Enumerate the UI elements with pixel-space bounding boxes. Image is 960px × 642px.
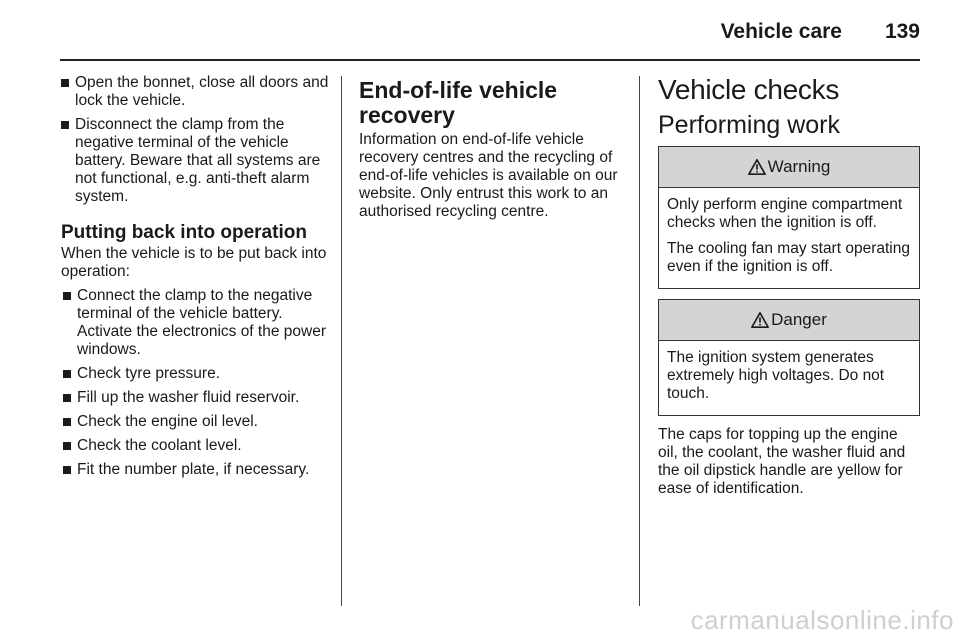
list-item: Check the engine oil level. [63,413,329,431]
page-section-title: Vehicle care [720,20,842,43]
danger-label: Danger [771,310,827,329]
warning-paragraph: The cooling fan may start operating even if the ignition is off. [667,240,910,275]
watermark: carmanualsonline.info [690,605,954,635]
end-of-life-heading: End-of-life vehicle recovery [359,77,558,128]
square-bullet-icon [63,370,71,378]
square-bullet-icon [61,121,69,129]
list-item: Connect the clamp to the negative terminal of the vehicle battery. Activate the electronics of the power windows. [63,287,329,359]
square-bullet-icon [63,466,71,474]
header-divider [60,59,920,61]
list-item: Open the bonnet, close all doors and lock the vehicle. [61,74,329,110]
warning-triangle-icon [748,158,766,176]
warning-paragraph: Only perform engine compartment checks when the ignition is off. [667,196,903,231]
square-bullet-icon [63,442,71,450]
danger-body [659,341,919,415]
column-1 [61,74,329,485]
warning-label: Warning [767,157,831,176]
end-of-life-body: Information on end-of-life vehicle recovery centres and the recycling of end-of-life vehicles is available on our website. Only entrust this work to an authorised recycling centre. [359,131,618,220]
section-heading: Putting back into operation [61,222,307,243]
section-intro: When the vehicle is to be put back into operation: [61,245,327,280]
list-item: Check tyre pressure. [63,365,329,383]
column-2 [359,74,627,227]
warning-body [659,188,919,288]
danger-header [659,300,919,341]
column-divider-2 [639,76,640,606]
list-item: Fill up the washer fluid reservoir. [63,389,329,407]
list-item: Disconnect the clamp from the negative terminal of the vehicle battery. Beware that all systems are not functional, e.g. anti-theft alarm system. [61,116,329,206]
danger-box [658,299,920,416]
square-bullet-icon [63,394,71,402]
performing-work-heading: Performing work [658,111,840,139]
warning-triangle-icon [751,311,769,329]
list-item: Fit the number plate, if necessary. [63,461,329,479]
square-bullet-icon [63,418,71,426]
vehicle-checks-heading: Vehicle checks [658,74,840,105]
danger-paragraph: The ignition system generates extremely high voltages. Do not touch. [667,349,885,402]
square-bullet-icon [63,292,71,300]
top-bullet-list [61,74,329,206]
column-divider-1 [341,76,342,606]
column-3 [658,74,920,504]
page-header [0,0,960,58]
page-number: 139 [884,20,920,43]
warning-box [658,146,920,289]
list-item: Check the coolant level. [63,437,329,455]
section-bullet-list [61,287,329,479]
square-bullet-icon [61,79,69,87]
warning-header [659,147,919,188]
caps-info-body: The caps for topping up the engine oil, the coolant, the washer fluid and the oil dipstick handle are yellow for ease of identification. [658,426,906,497]
